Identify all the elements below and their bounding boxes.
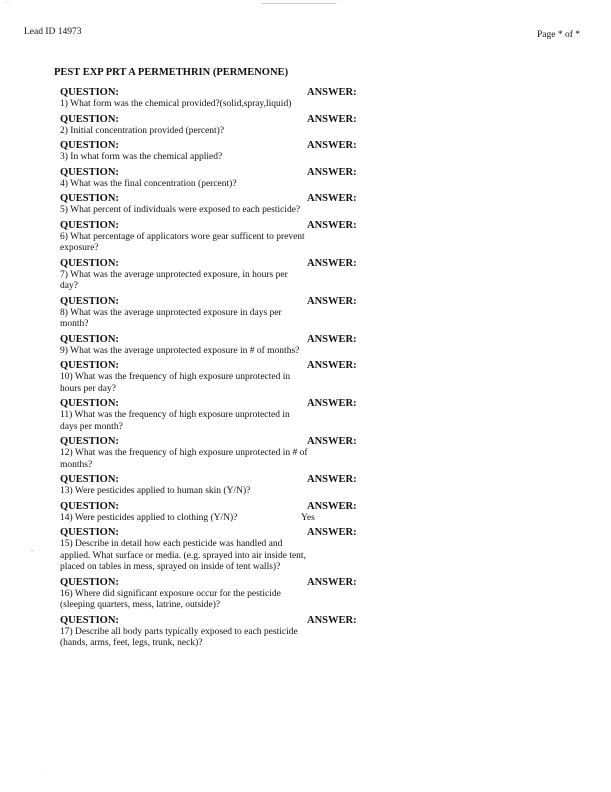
answer-label: ANSWER: (307, 193, 357, 204)
answer-label: ANSWER: (307, 614, 357, 626)
question-item (60, 576, 360, 612)
question-item (60, 614, 360, 650)
question-label: QUESTION: (60, 576, 119, 588)
answer-label: ANSWER: (307, 257, 357, 269)
scan-artifact: ¨ (341, 1, 343, 7)
question-label: QUESTION: (60, 140, 119, 151)
question-item (60, 333, 360, 358)
question-label: QUESTION: (60, 295, 119, 307)
question-item (60, 139, 360, 164)
question-text: 6) What percentage of applicators wore gear sufficent to prevent exposure? (60, 231, 305, 253)
question-label: QUESTION: (60, 333, 119, 345)
question-label: QUESTION: (60, 193, 119, 204)
question-header (60, 526, 360, 539)
answer-label: ANSWER: (307, 87, 357, 98)
question-text: 4) What was the final concentration (percent)? (60, 178, 237, 189)
question-header (60, 576, 360, 589)
question-header (60, 614, 360, 627)
answer-label: ANSWER: (307, 166, 357, 178)
scan-artifact: · (40, 772, 42, 778)
question-text: 7) What was the average unprotected exposure, in hours per day? (60, 269, 288, 291)
question-label: QUESTION: (60, 360, 119, 371)
question-text: 2) Initial concentration provided (percent)? (60, 125, 225, 136)
question-header (60, 397, 360, 410)
question-item (60, 500, 360, 525)
answer-label: ANSWER: (307, 219, 357, 231)
question-label: QUESTION: (60, 398, 119, 409)
question-header (60, 219, 360, 232)
question-item (60, 192, 360, 217)
answer-value: Yes (301, 512, 315, 523)
answer-label: ANSWER: (307, 436, 357, 447)
question-header (60, 113, 360, 126)
question-item (60, 113, 360, 138)
scan-artifact: - (31, 546, 34, 555)
page-number: Page * of * (537, 30, 581, 40)
answer-label: ANSWER: (307, 113, 357, 125)
question-text: 1) What form was the chemical provided?(solid,spray,liquid) (60, 99, 292, 109)
question-text: 5) What percent of individuals were exposed to each pesticide? (60, 205, 301, 215)
question-header (60, 257, 360, 270)
question-label: QUESTION: (60, 436, 119, 447)
question-text: 17) Describe all body parts typically exposed to each pesticide (hands, arms, feet, legs, trunk, neck)? (60, 626, 298, 648)
question-header (60, 192, 360, 205)
question-item (60, 295, 360, 331)
question-item (60, 526, 360, 574)
answer-label: ANSWER: (307, 474, 357, 485)
answer-label: ANSWER: (307, 398, 357, 409)
question-label: QUESTION: (60, 87, 119, 98)
question-item (60, 86, 360, 111)
question-item (60, 435, 360, 471)
question-item (60, 473, 360, 498)
question-label: QUESTION: (60, 257, 119, 269)
question-header (60, 166, 360, 179)
question-text: 15) Describe in detail how each pesticide was handled and applied. What surface or media. (e.g. sprayed into air inside tent, placed on tables in mess, sprayed on inside of tent walls)? (60, 539, 306, 572)
scan-artifact: — (4, 0, 10, 6)
question-header (60, 333, 360, 346)
question-header (60, 473, 360, 486)
question-label: QUESTION: (60, 113, 119, 125)
question-text: 12) What was the frequency of high exposure unprotected in # of months? (60, 448, 308, 470)
answer-label: ANSWER: (307, 360, 357, 371)
question-item (60, 166, 360, 191)
question-text: 14) Were pesticides applied to clothing (Y/N)? (60, 512, 238, 523)
question-text: 10) What was the frequency of high exposure unprotected in hours per day? (60, 372, 291, 394)
question-header (60, 139, 360, 152)
question-text: 16) Where did significant exposure occur for the pesticide (sleeping quarters, mess, latrine, outside)? (60, 588, 281, 610)
answer-label: ANSWER: (307, 500, 357, 512)
question-item (60, 359, 360, 395)
answer-label: ANSWER: (307, 576, 357, 588)
question-text: 3) In what form was the chemical applied? (60, 152, 223, 162)
question-header (60, 435, 360, 448)
question-header (60, 359, 360, 372)
question-label: QUESTION: (60, 527, 119, 538)
answer-label: ANSWER: (307, 295, 357, 307)
question-label: QUESTION: (60, 500, 119, 512)
question-header (60, 86, 360, 99)
answer-label: ANSWER: (307, 333, 357, 345)
document-title: PEST EXP PRT A PERMETHRIN (PERMENONE) (54, 67, 289, 78)
question-label: QUESTION: (60, 474, 119, 485)
question-item (60, 257, 360, 293)
question-item (60, 219, 360, 255)
top-rule (262, 3, 336, 4)
question-item (60, 397, 360, 433)
question-text: 13) Were pesticides applied to human skin (Y/N)? (60, 486, 251, 496)
answer-label: ANSWER: (307, 140, 357, 151)
question-header (60, 295, 360, 308)
question-list (60, 86, 360, 652)
question-text: 9) What was the average unprotected exposure in # of months? (60, 345, 300, 356)
question-text: 8) What was the average unprotected exposure in days per month? (60, 307, 282, 329)
question-label: QUESTION: (60, 166, 119, 178)
question-header (60, 500, 360, 513)
question-label: QUESTION: (60, 614, 119, 626)
answer-label: ANSWER: (307, 527, 357, 538)
question-text: 11) What was the frequency of high exposure unprotected in days per month? (60, 410, 290, 432)
question-label: QUESTION: (60, 219, 119, 231)
lead-id: Lead ID 14973 (24, 27, 82, 37)
